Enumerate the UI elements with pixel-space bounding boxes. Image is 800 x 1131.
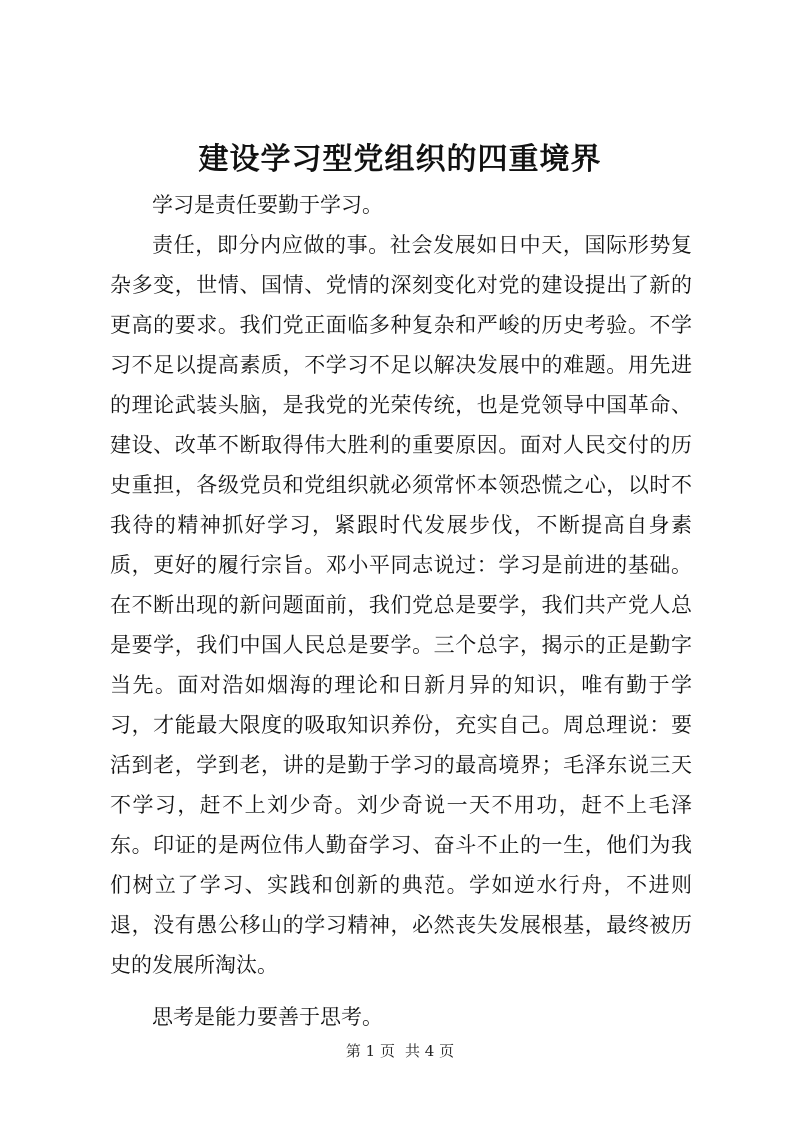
document-title: 建设学习型党组织的四重境界: [198, 142, 602, 177]
document-body: [110, 185, 692, 1037]
page-total: 共 4 页: [405, 1042, 455, 1060]
page-number: 第 1 页: [345, 1042, 395, 1060]
page-footer: [0, 1040, 800, 1062]
paragraph-3: 思考是能力要善于思考。: [152, 1005, 383, 1029]
paragraph-1: 学习是责任要勤于学习。: [152, 193, 383, 217]
paragraph-2: 责任，即分内应做的事。社会发展如日中天，国际形势复杂多变，世情、国情、党情的深刻变化对党的建设提出了新的更高的要求。我们党正面临多种复杂和严峻的历史考验。不学习不足以提高素质，不学习不足以解决发展中的难题。用先进的理论武装头脑，是我党的光荣传统，也是党领导中国革命、建设、改革不断取得伟大胜利的重要原因。面对人民交付的历史重担，各级党员和党组织就必须常怀本领恐慌之心，以时不我待的精神抓好学习，紧跟时代发展步伐，不断提高自身素质，更好的履行宗旨。邓小平同志说过：学习是前进的基础。在不断出现的新问题面前，我们党总是要学，我们共产党人总是要学，我们中国人民总是要学。三个总字，揭示的正是勤字当先。面对浩如烟海的理论和日新月异的知识，唯有勤于学习，才能最大限度的吸取知识养份，充实自己。周总理说：要活到老，学到老，讲的是勤于学习的最高境界；毛泽东说三天不学习，赶不上刘少奇。刘少奇说一天不用功，赶不上毛泽东。印证的是两位伟人勤奋学习、奋斗不止的一生，他们为我们树立了学习、实践和创新的典范。学如逆水行舟，不进则退，没有愚公移山的学习精神，必然丧失发展根基，最终被历史的发展所淘汰。: [110, 233, 692, 977]
